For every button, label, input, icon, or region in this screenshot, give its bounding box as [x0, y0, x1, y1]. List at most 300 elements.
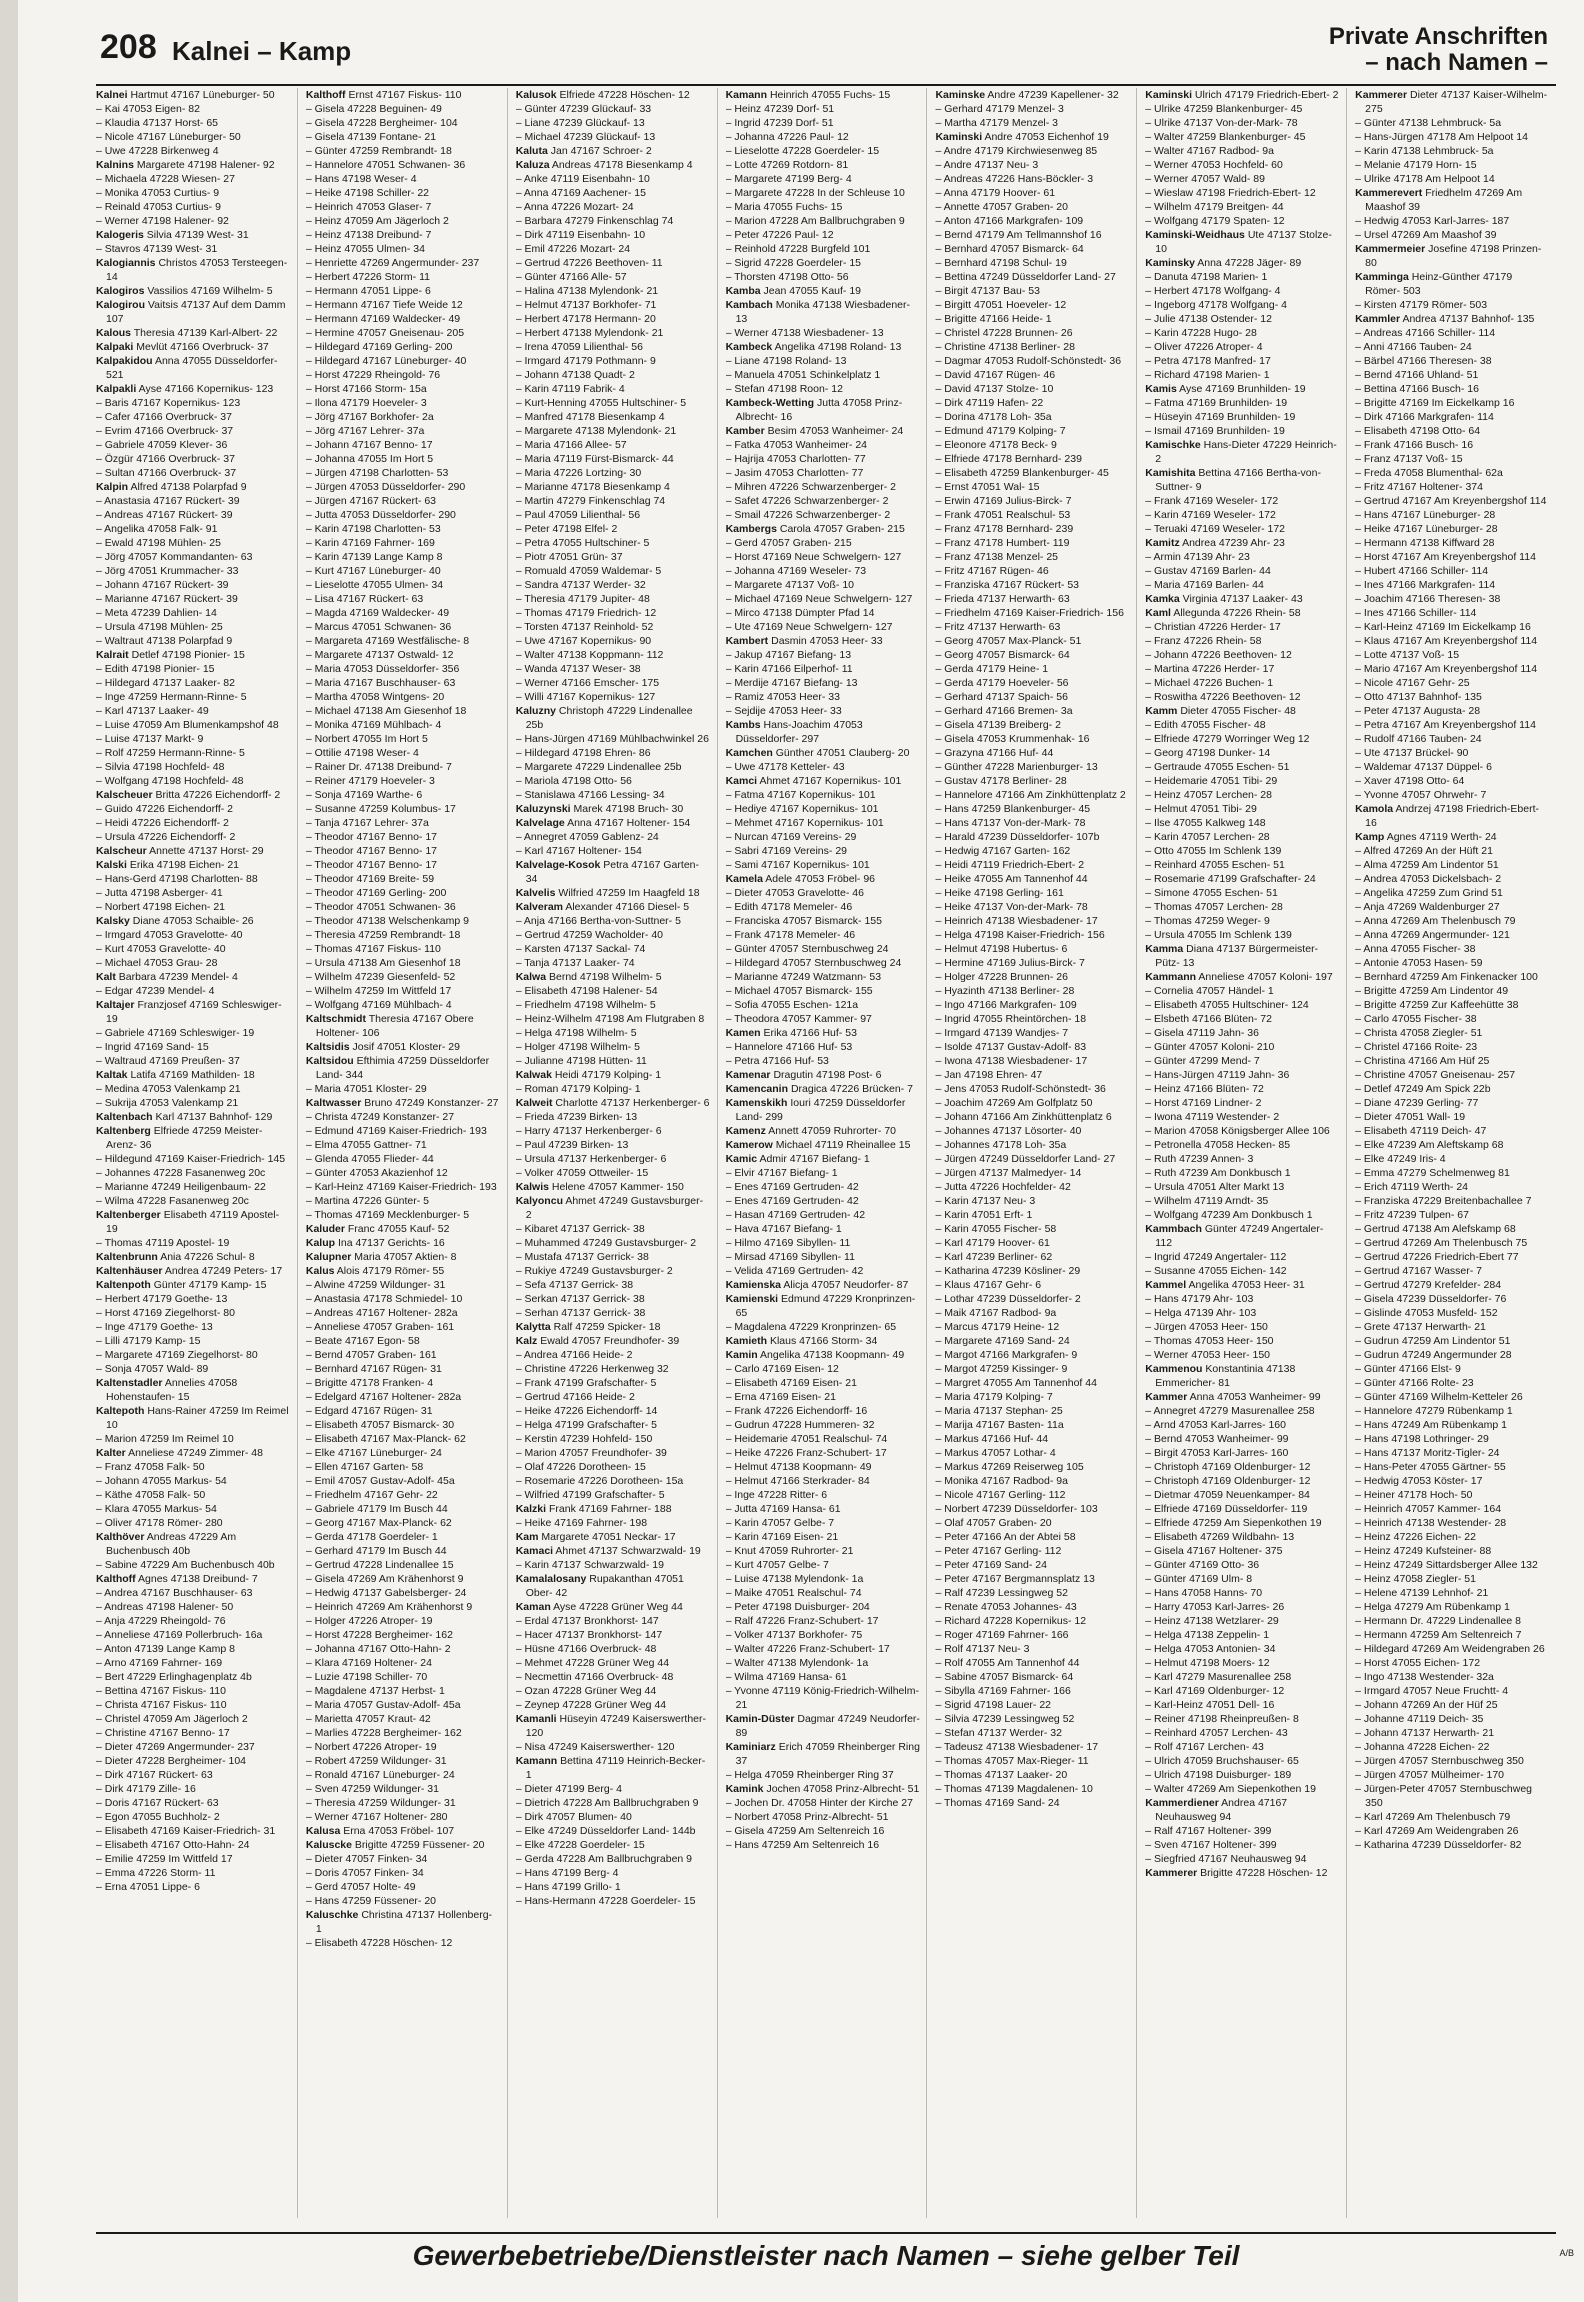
listing-entry [516, 676, 711, 690]
listing-details: – Rudolf 47166 Tauben- 24 [1355, 733, 1482, 745]
listing-surname: Kalogiros [96, 285, 145, 297]
listing-details: – Marianne 47178 Biesenkamp 4 [515, 481, 670, 493]
listing-surname: Kaltenbrunn [96, 1251, 158, 1263]
listing-entry [726, 1544, 921, 1558]
listing-details: – Guido 47226 Eichendorff- 2 [96, 803, 233, 815]
listing-details: – Olaf 47057 Graben- 20 [935, 1517, 1052, 1529]
listing-entry [1355, 662, 1550, 676]
listing-entry [935, 396, 1130, 410]
listing-entry [1355, 1502, 1550, 1516]
listing-entry [306, 1418, 501, 1432]
listing-entry [516, 1348, 711, 1362]
listing-details: Alfred 47138 Polarpfad 9 [130, 481, 247, 493]
listing-entry [1355, 690, 1550, 704]
listing-details: – Johanna 47055 Im Hort 5 [305, 453, 434, 465]
listing-entry [935, 956, 1130, 970]
listing-entry [516, 830, 711, 844]
listing-details: – Karl-Heinz 47051 Dell- 16 [1145, 1699, 1275, 1711]
listing-details: – Ulrike 47259 Blankenburger- 45 [1145, 103, 1303, 115]
listing-entry [726, 214, 921, 228]
listing-details: – Carlo 47055 Fischer- 38 [1355, 1013, 1477, 1025]
listing-entry [726, 1054, 921, 1068]
listing-entry [726, 872, 921, 886]
listing-entry [516, 354, 711, 368]
listing-surname: Kamis [1145, 383, 1177, 395]
listing-entry [516, 508, 711, 522]
listing-entry [306, 1866, 501, 1880]
listing-details: – Herbert 47178 Hermann- 20 [515, 313, 656, 325]
listing-entry [306, 200, 501, 214]
listing-entry [1145, 1726, 1340, 1740]
listing-surname: Kambs [725, 719, 761, 731]
listing-entry [726, 1236, 921, 1250]
listing-surname: Kalnei [96, 89, 128, 101]
listing-entry [96, 732, 291, 746]
listing-entry [1145, 1558, 1340, 1572]
listing-entry [96, 774, 291, 788]
listing-entry [1355, 270, 1550, 298]
listing-entry [726, 774, 921, 788]
listing-entry [306, 1348, 501, 1362]
listing-entry [306, 1208, 501, 1222]
listing-entry [1145, 200, 1340, 214]
listing-entry [96, 746, 291, 760]
listing-details: – Werner 47053 Heer- 150 [1145, 1349, 1271, 1361]
listing-entry [1145, 340, 1340, 354]
listing-details: – Margarete 47169 Sand- 24 [935, 1335, 1070, 1347]
listing-details: – Heike 47055 Am Tannenhof 44 [935, 873, 1088, 885]
listing-entry [1355, 872, 1550, 886]
listing-details: – Antonie 47053 Hasen- 59 [1355, 957, 1483, 969]
listing-entry [306, 1488, 501, 1502]
listing-details: – Beate 47167 Egon- 58 [305, 1335, 420, 1347]
listing-entry [516, 1418, 711, 1432]
listing-surname: Kaminski [935, 131, 983, 143]
listing-entry [1355, 1698, 1550, 1712]
listing-details: – Dieter 47199 Berg- 4 [515, 1783, 622, 1795]
listing-entry [1355, 1446, 1550, 1460]
listing-surname: Kaml [1145, 607, 1171, 619]
listing-entry [1145, 578, 1340, 592]
listing-details: Franzjosef 47169 Schleswiger- 19 [106, 999, 282, 1025]
listing-details: – Wolfgang 47169 Mühlbach- 4 [305, 999, 452, 1011]
listing-details: – Inge 47228 Ritter- 6 [725, 1489, 828, 1501]
listing-entry [1355, 718, 1550, 732]
listing-entry [1145, 942, 1340, 970]
listing-surname: Kaltenpoth [96, 1279, 151, 1291]
listing-entry [935, 158, 1130, 172]
listing-details: – Frank 47166 Busch- 16 [1355, 439, 1474, 451]
listing-details: – Hermann 47051 Lippe- 6 [305, 285, 431, 297]
listing-entry [1355, 1348, 1550, 1362]
listing-details: – Johann 47166 Am Zinkhüttenplatz 6 [935, 1111, 1112, 1123]
listing-entry [935, 1712, 1130, 1726]
listing-details: – Roger 47169 Fahrner- 166 [935, 1629, 1069, 1641]
listing-entry [516, 1152, 711, 1166]
listing-details: – Inge 47179 Goethe- 13 [96, 1321, 213, 1333]
listing-details: – Jens 47053 Rudolf-Schönstedt- 36 [935, 1083, 1106, 1095]
listing-entry [935, 704, 1130, 718]
listing-entry [1145, 606, 1340, 620]
listing-details: – Gerda 47179 Hoeveler- 56 [935, 677, 1069, 689]
listing-entry [306, 1474, 501, 1488]
listing-entry [516, 1180, 711, 1194]
listing-details: – Gertrud 47228 Lindenallee 15 [305, 1559, 454, 1571]
listing-details: – Markus 47166 Huf- 44 [935, 1433, 1049, 1445]
listing-details: – Mihren 47226 Schwarzenberger- 2 [725, 481, 897, 493]
listing-entry [306, 1180, 501, 1194]
listing-details: – Heike 47167 Lüneburger- 28 [1355, 523, 1498, 535]
listing-entry [516, 648, 711, 662]
listing-entry [935, 858, 1130, 872]
listing-entry [1145, 886, 1340, 900]
listing-details: Michael 47119 Rheinallee 15 [775, 1139, 911, 1151]
listing-surname: Kamminga [1355, 271, 1409, 283]
listing-details: – Hannelore 47279 Rübenkamp 1 [1355, 1405, 1513, 1417]
listing-entry [306, 914, 501, 928]
listing-entry [1145, 270, 1340, 284]
listing-details: – Herbert 47138 Mylendonk- 21 [515, 327, 664, 339]
listing-details: Margarete 47198 Halener- 92 [136, 159, 275, 171]
listing-entry [306, 438, 501, 452]
listing-entry [1145, 984, 1340, 998]
listing-details: – Heiner 47178 Hoch- 50 [1355, 1489, 1473, 1501]
listing-entry [1355, 1096, 1550, 1110]
listing-entry [1145, 1628, 1340, 1642]
listing-details: – Frank 47169 Weseler- 172 [1145, 495, 1279, 507]
listing-entry [96, 172, 291, 186]
listing-entry [1355, 746, 1550, 760]
listing-surname: Kalyoncu [515, 1195, 563, 1207]
listing-entry [1355, 1516, 1550, 1530]
listing-surname: Kaltschmidt [305, 1013, 366, 1025]
page-edge [0, 0, 18, 2302]
listing-entry [1355, 452, 1550, 466]
listing-details: – Gustav 47169 Barlen- 44 [1145, 565, 1271, 577]
listing-details: – Elke 47228 Goerdeler- 15 [515, 1839, 645, 1851]
listing-entry [516, 340, 711, 354]
listing-details: – Walter 47269 Am Siepenkothen 19 [1145, 1783, 1316, 1795]
listing-entry [516, 1236, 711, 1250]
listing-surname: Kamp [1355, 831, 1385, 843]
listing-surname: Kamela [725, 873, 763, 885]
listing-details: – Julianne 47198 Hütten- 11 [515, 1055, 647, 1067]
listing-entry [935, 452, 1130, 466]
listing-entry [96, 354, 291, 382]
listing-entry [96, 1432, 291, 1446]
listing-entry [726, 676, 921, 690]
listing-details: – Nisa 47249 Kaiserswerther- 120 [515, 1741, 675, 1753]
listing-surname: Kalveram [515, 901, 563, 913]
listing-details: – Christoph 47169 Oldenburger- 12 [1145, 1461, 1311, 1473]
listing-entry [935, 172, 1130, 186]
listing-details: – Anastasia 47167 Rückert- 39 [96, 495, 240, 507]
listing-entry [306, 494, 501, 508]
listing-details: – Stavros 47139 West- 31 [96, 243, 218, 255]
listing-details: – Walter 47138 Koppmann- 112 [515, 649, 664, 661]
listing-details: – Marion 47058 Königsberger Allee 106 [1145, 1125, 1330, 1137]
listing-surname: Kalwa [515, 971, 547, 983]
listing-entry [516, 774, 711, 788]
listing-details: – Gisela 47228 Beguinen- 49 [305, 103, 442, 115]
listing-entry [516, 1740, 711, 1754]
listing-details: – Elisabeth 47198 Halener- 54 [515, 985, 658, 997]
listing-entry [306, 704, 501, 718]
listing-entry [935, 732, 1130, 746]
listing-details: – Sabine 47229 Am Buchenbusch 40b [96, 1559, 275, 1571]
listing-details: – Elke 47167 Lüneburger- 24 [305, 1447, 442, 1459]
listing-details: Maria 47057 Aktien- 8 [354, 1251, 457, 1263]
listing-details: – Karin 47198 Charlotten- 53 [305, 523, 441, 535]
listing-entry [1355, 1432, 1550, 1446]
listing-entry [935, 214, 1130, 228]
listing-details: – Theresia 47179 Jupiter- 48 [515, 593, 650, 605]
listing-entry [935, 494, 1130, 508]
listing-details: – Elfriede 47279 Worringer Weg 12 [1145, 733, 1310, 745]
listing-details: – Walter 47226 Franz-Schubert- 17 [725, 1643, 890, 1655]
listing-entry [1145, 494, 1340, 508]
listing-entry [96, 340, 291, 354]
listing-entry [306, 648, 501, 662]
listing-surname: Kaltenbach [96, 1111, 153, 1123]
listing-entry [516, 1684, 711, 1698]
listing-details: – Werner 47198 Halener- 92 [96, 215, 229, 227]
listing-details: Annette 47137 Horst- 29 [149, 845, 264, 857]
listing-details: – Thomas 47169 Sand- 24 [935, 1797, 1060, 1809]
listing-surname: Kalogeris [96, 229, 144, 241]
listing-entry [935, 746, 1130, 760]
listing-details: – Ursula 47055 Im Schlenk 139 [1145, 929, 1292, 941]
listing-entry [306, 1082, 501, 1096]
listing-entry [516, 396, 711, 410]
listing-entry [96, 1656, 291, 1670]
listing-entry [726, 648, 921, 662]
listing-entry [935, 88, 1130, 102]
listing-details: – Gerd 47057 Holte- 49 [305, 1881, 416, 1893]
listing-entry [1355, 1292, 1550, 1306]
listing-entry [726, 704, 921, 718]
listing-details: – Thorsten 47198 Otto- 56 [725, 271, 849, 283]
listing-details: – Heidi 47226 Eichendorff- 2 [96, 817, 229, 829]
listing-surname: Kamienski [725, 1293, 779, 1305]
listing-details: – Ingrid 47249 Angertaler- 112 [1145, 1251, 1287, 1263]
listing-details: – Hedwig 47053 Karl-Jarres- 187 [1355, 215, 1510, 227]
listing-entry [935, 1656, 1130, 1670]
listing-details: – Helga 47139 Ahr- 103 [1145, 1307, 1257, 1319]
listing-entry [96, 886, 291, 900]
listing-entry [935, 970, 1130, 984]
listing-entry [1145, 1306, 1340, 1320]
listing-details: – Johanne 47119 Deich- 35 [1355, 1713, 1484, 1725]
listing-details: – Wolfgang 47179 Spaten- 12 [1145, 215, 1285, 227]
listing-details: – Hermann Dr. 47229 Lindenallee 8 [1355, 1615, 1521, 1627]
listing-details: – Siegfried 47167 Neuhausweg 94 [1145, 1853, 1307, 1865]
listing-entry [516, 256, 711, 270]
listing-entry [306, 1320, 501, 1334]
listing-entry [726, 690, 921, 704]
listing-details: – Hildegard 47057 Sternbuschweg 24 [725, 957, 902, 969]
listing-details: – Sigrid 47198 Lauer- 22 [935, 1699, 1052, 1711]
listing-details: – Dietmar 47059 Neuenkamper- 84 [1145, 1489, 1310, 1501]
listing-details: – Hans 47259 Füssener- 20 [305, 1895, 437, 1907]
listing-details: – Ilona 47179 Hoeveler- 3 [305, 397, 427, 409]
listing-details: – Anja 47166 Bertha-von-Suttner- 5 [515, 915, 681, 927]
listing-entry [96, 1194, 291, 1208]
listing-details: – Karin 47057 Gelbe- 7 [725, 1517, 835, 1529]
listing-details: – Bettina 47166 Busch- 16 [1355, 383, 1479, 395]
listing-details: – Birgit 47137 Bau- 53 [935, 285, 1040, 297]
listing-details: – Maria 47167 Buschhauser- 63 [305, 677, 456, 689]
listing-details: – Michael 47239 Glückauf- 13 [515, 131, 656, 143]
listing-details: – Jutta 47053 Düsseldorfer- 290 [305, 509, 456, 521]
listing-details: – Erwin 47169 Julius-Birck- 7 [935, 495, 1072, 507]
listing-entry [96, 718, 291, 732]
listing-details: – Karl-Heinz 47169 Kaiser-Friedrich- 193 [305, 1181, 497, 1193]
listing-surname: Kalski [96, 859, 127, 871]
listing-details: – Elisabeth 47055 Hultschiner- 124 [1145, 999, 1309, 1011]
listing-details: – Werner 47057 Wald- 89 [1145, 173, 1265, 185]
listing-entry [516, 1530, 711, 1544]
listing-details: – Liane 47239 Glückauf- 13 [515, 117, 645, 129]
listing-details: – Marianne 47249 Heiligenbaum- 22 [96, 1181, 266, 1193]
listing-entry [726, 984, 921, 998]
listing-details: – Jörg 47167 Lehrer- 37a [305, 425, 425, 437]
listing-details: – Thomas 47179 Friedrich- 12 [515, 607, 657, 619]
listing-entry [1145, 228, 1340, 256]
listing-details: – Elisabeth 47198 Otto- 64 [1355, 425, 1481, 437]
listing-entry [935, 1012, 1130, 1026]
listing-entry [1145, 914, 1340, 928]
listing-details: – Hildegund 47169 Kaiser-Friedrich- 145 [96, 1153, 286, 1165]
listing-details: – Doris 47057 Finken- 34 [305, 1867, 424, 1879]
listing-entry [96, 1810, 291, 1824]
listing-entry [516, 1894, 711, 1908]
listing-entry [1355, 620, 1550, 634]
listing-details: Britta 47226 Eichendorff- 2 [155, 789, 281, 801]
listing-details: – Christa 47167 Fiskus- 110 [96, 1699, 227, 1711]
listing-entry [1355, 634, 1550, 648]
listing-details: – Andreas 47167 Holtener- 282a [305, 1307, 458, 1319]
listing-details: – Edelgard 47167 Holtener- 282a [305, 1391, 462, 1403]
listing-entry [1145, 466, 1340, 494]
listing-details: – Ute 47137 Brückel- 90 [1355, 747, 1469, 759]
listing-details: – Margot 47259 Kissinger- 9 [935, 1363, 1068, 1375]
listing-entry [1355, 438, 1550, 452]
listing-details: – Johannes 47178 Loh- 35a [935, 1139, 1067, 1151]
listing-details: – Hüseyin 47169 Brunhilden- 19 [1145, 411, 1296, 423]
listing-details: – Klaus 47167 Gehr- 6 [935, 1279, 1042, 1291]
listing-details: – Bernhard 47198 Schul- 19 [935, 257, 1067, 269]
listing-details: – Karin 47166 Eilperhof- 11 [725, 663, 853, 675]
listing-entry [96, 1530, 291, 1558]
listing-details: – Horst 47229 Rheingold- 76 [305, 369, 441, 381]
listing-entry [935, 354, 1130, 368]
listing-details: – Henriette 47269 Angermunder- 237 [305, 257, 480, 269]
listing-details: – Thomas 47259 Weger- 9 [1145, 915, 1270, 927]
listing-entry [726, 1096, 921, 1124]
listing-entry [935, 1292, 1130, 1306]
listing-details: Ayse 47228 Grüner Weg 44 [553, 1601, 683, 1613]
listing-surname: Kamalalosany [515, 1573, 587, 1585]
listing-entry [935, 1698, 1130, 1712]
listing-entry [306, 1264, 501, 1278]
listing-details: – Kirsten 47179 Römer- 503 [1355, 299, 1488, 311]
listing-details: – Marion 47259 Im Reimel 10 [96, 1433, 234, 1445]
listing-entry [726, 970, 921, 984]
listing-details: – Gertrud 47167 Wasser- 7 [1355, 1265, 1482, 1277]
listing-entry [306, 1376, 501, 1390]
listing-entry [726, 802, 921, 816]
listing-details: – Helmut 47198 Moers- 12 [1145, 1657, 1270, 1669]
listing-details: Konstantinia 47138 Emmericher- 81 [1155, 1363, 1296, 1389]
listing-details: – Günter 47166 Alle- 57 [515, 271, 627, 283]
listing-entry [726, 172, 921, 186]
listing-entry [96, 424, 291, 438]
listing-entry [1355, 1334, 1550, 1348]
listing-entry [516, 1712, 711, 1740]
listing-entry [935, 634, 1130, 648]
listing-entry [726, 942, 921, 956]
listing-entry [726, 564, 921, 578]
listing-details: – Jürgen 47053 Heer- 150 [1145, 1321, 1268, 1333]
listing-surname: Kaltak [96, 1069, 128, 1081]
listing-entry [726, 1026, 921, 1040]
listing-details: Heidi 47179 Kolping- 1 [554, 1069, 662, 1081]
listing-details: – Peter 47226 Paul- 12 [725, 229, 834, 241]
listing-entry [306, 452, 501, 466]
listing-surname: Kalytta [515, 1321, 551, 1333]
listing-details: – Petra 47055 Hultschiner- 5 [515, 537, 650, 549]
listing-entry [726, 1614, 921, 1628]
listing-entry [306, 256, 501, 270]
listing-entry [96, 634, 291, 648]
listing-details: – Käthe 47058 Falk- 50 [96, 1489, 206, 1501]
listing-entry [96, 494, 291, 508]
listing-details: – Gerd 47057 Graben- 215 [725, 537, 852, 549]
listing-details: Josif 47051 Kloster- 29 [352, 1041, 460, 1053]
listing-details: – Jürgen 47057 Mülheimer- 170 [1355, 1769, 1504, 1781]
listing-details: – Gisela 47139 Breiberg- 2 [935, 719, 1061, 731]
listing-surname: Kamic [725, 1153, 758, 1165]
listing-details: – Mario 47167 Am Kreyenbergshof 114 [1355, 663, 1538, 675]
listing-details: – Margarete 47229 Lindenallee 25b [515, 761, 682, 773]
listing-details: – Reiner 47198 Rheinpreußen- 8 [1145, 1713, 1299, 1725]
listing-details: – Marianne 47249 Watzmann- 53 [725, 971, 882, 983]
listing-details: – Horst 47055 Eichen- 172 [1355, 1657, 1481, 1669]
listing-entry [935, 1110, 1130, 1124]
listing-details: – Karl 47279 Masurenallee 258 [1145, 1671, 1292, 1683]
listing-entry [1355, 1586, 1550, 1600]
listing-details: – Klaudia 47137 Horst- 65 [96, 117, 218, 129]
listing-entry [96, 396, 291, 410]
listing-entry [726, 144, 921, 158]
listing-entry [1355, 466, 1550, 480]
listing-entry [935, 1474, 1130, 1488]
listing-details: – Margarete 47137 Ostwald- 12 [305, 649, 454, 661]
listing-details: – Thomas 47053 Heer- 150 [1145, 1335, 1274, 1347]
listing-details: – Melanie 47179 Horn- 15 [1355, 159, 1477, 171]
listing-details: – Dirk 47166 Markgrafen- 114 [1355, 411, 1494, 423]
listing-details: – Werner 47167 Holtener- 280 [305, 1811, 448, 1823]
listing-details: – Gisela 47139 Fontane- 21 [305, 131, 437, 143]
listing-details: Theresia 47167 Obere Holtener- 106 [315, 1013, 474, 1039]
listing-details: – Ulrich 47198 Duisburger- 189 [1145, 1769, 1292, 1781]
listing-details: – Franz 47178 Humbert- 119 [935, 537, 1070, 549]
listing-details: – Elsbeth 47166 Blüten- 72 [1145, 1013, 1272, 1025]
listing-details: – Thomas 47139 Magdalenen- 10 [935, 1783, 1093, 1795]
listing-entry [935, 438, 1130, 452]
listing-entry [516, 1754, 711, 1782]
